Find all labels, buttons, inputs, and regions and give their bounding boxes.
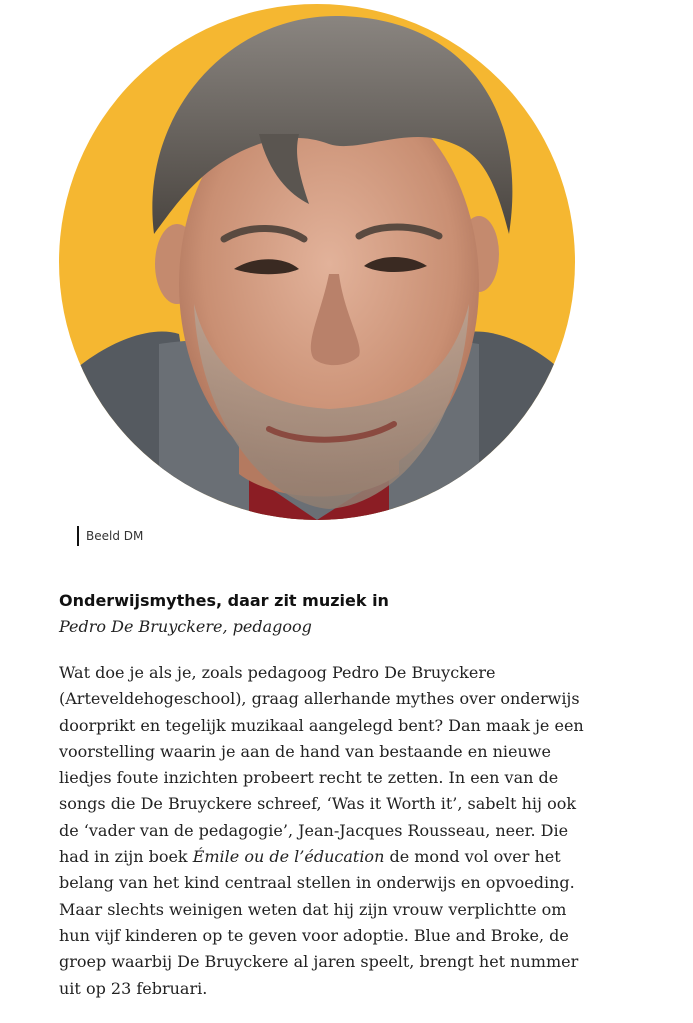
body-text-segment: had in zijn boek [59, 847, 193, 867]
article-headline: Onderwijsmythes, daar zit muziek in [59, 591, 389, 610]
body-line: voorstelling waarin je aan de hand van bestaande en nieuwe [59, 741, 551, 761]
photo-caption: Beeld DM [77, 526, 143, 546]
body-line: Wat doe je als je, zoals pedagoog Pedro De Bruyckere [59, 663, 496, 682]
article [59, 590, 584, 1002]
body-line: hun vijf kinderen op te geven voor adoptie. Blue and Broke, de [59, 925, 569, 945]
portrait-photo [59, 4, 575, 520]
book-title: Émile ou de l’éducation [192, 847, 385, 867]
body-line: doorprikt en tegelijk muzikaal aangelegd bent? Dan maak je een [59, 715, 584, 735]
body-text-segment: de mond vol over het [384, 847, 561, 867]
body-line: de ‘vader van de pedagogie’, Jean-Jacques Rousseau, neer. Die [59, 820, 569, 840]
article-body [59, 660, 584, 1002]
portrait-illustration [59, 4, 575, 520]
body-line: liedjes foute inzichten probeert recht te zetten. In een van de [59, 768, 559, 788]
body-line [59, 844, 579, 870]
body-line: uit op 23 februari. [59, 978, 208, 998]
body-line: Maar slechts weinigen weten dat hij zijn vrouw verplichtte om [59, 899, 567, 919]
body-line: (Arteveldehogeschool), graag allerhande mythes over onderwijs [59, 689, 580, 709]
body-line: songs die De Bruyckere schreef, ‘Was it Worth it’, sabelt hij ook [59, 794, 577, 814]
article-byline: Pedro De Bruyckere, pedagoog [59, 617, 312, 636]
body-line: belang van het kind centraal stellen in onderwijs en opvoeding. [59, 873, 575, 893]
body-line: groep waarbij De Bruyckere al jaren speelt, brengt het nummer [59, 952, 579, 972]
